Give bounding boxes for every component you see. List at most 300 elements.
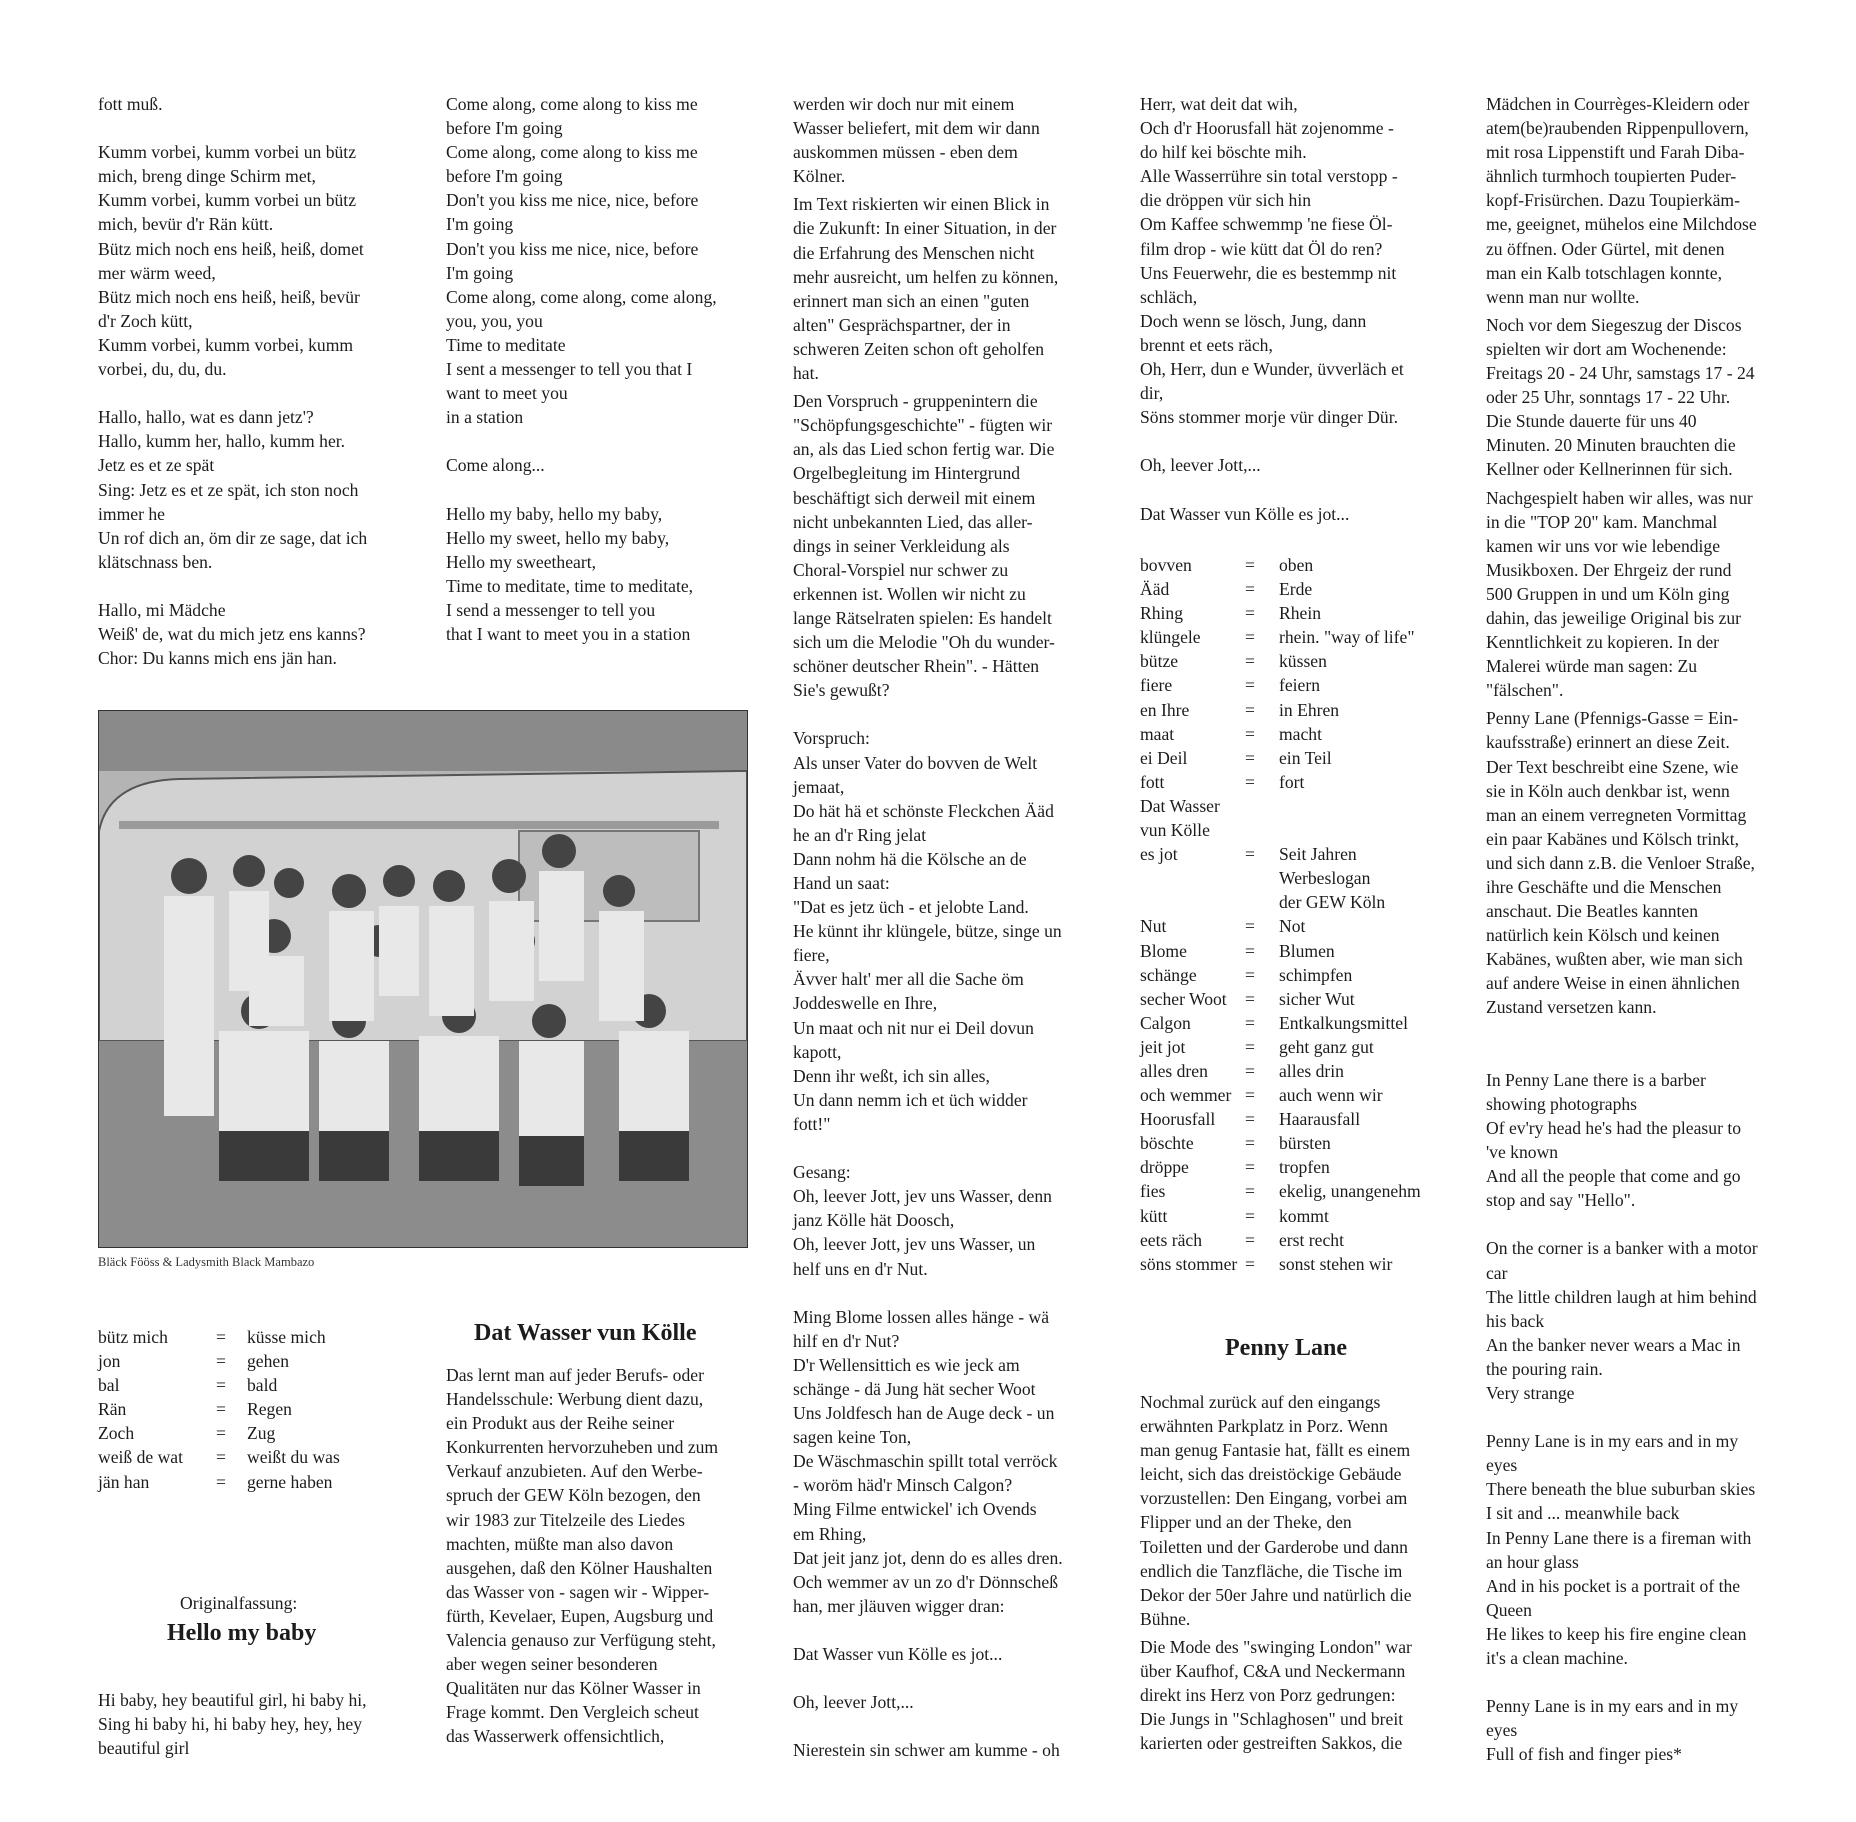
text-line: Ävver halt' mer all die Sache öm	[793, 969, 1024, 990]
text-line: before I'm going	[446, 118, 563, 139]
text-line: In Penny Lane there is a fireman with	[1486, 1527, 1752, 1548]
text-line: mich, breng dinge Schirm met,	[98, 166, 316, 187]
text-line: the pouring rain.	[1486, 1358, 1603, 1379]
text-line: Penny Lane (Pfennigs-Gasse = Ein-	[1486, 708, 1739, 729]
text-line: Freitags 20 - 24 Uhr, samstags 17 - 24	[1486, 363, 1755, 384]
glossary-eq: =	[216, 1375, 226, 1396]
text-line: man ein Kalb totschlagen konnte,	[1486, 262, 1722, 283]
glossary-term: jeit jot	[1140, 1036, 1186, 1057]
glossary-row	[1140, 987, 1421, 1011]
text-line: in die "TOP 20" kam. Manchmal	[1486, 511, 1718, 532]
text-line: want to meet you	[446, 383, 568, 404]
paragraph	[1140, 1390, 1480, 1631]
text-line: Om Kaffee schwemmp 'ne fiese Öl-	[1140, 214, 1393, 235]
glossary-meaning: alles drin	[1279, 1060, 1344, 1081]
glossary-meaning: sicher Wut	[1279, 988, 1355, 1009]
text-line: spruch der GEW Köln bezogen, den	[446, 1485, 701, 1506]
glossary-term: Zoch	[98, 1423, 135, 1444]
glossary-term: Nut	[1140, 916, 1167, 937]
lyrics-block	[793, 1305, 1133, 1618]
text-line: man an einem verregneten Vormittag	[1486, 804, 1747, 825]
text-line: oder 25 Uhr, sonntags 17 - 22 Uhr.	[1486, 387, 1731, 408]
glossary-term: böschte	[1140, 1133, 1194, 1154]
text-line: Hand un saat:	[793, 873, 890, 893]
glossary-eq: =	[216, 1447, 226, 1468]
glossary-meaning: geht ganz gut	[1279, 1036, 1374, 1057]
text-line: natürlich kein Kölsch und keinen	[1486, 925, 1720, 946]
glossary-term: weiß de wat	[98, 1447, 184, 1468]
paragraph	[1486, 486, 1836, 703]
text-line: fiere,	[793, 945, 830, 966]
glossary-eq: =	[216, 1423, 226, 1444]
text-line: Hallo, kumm her, hallo, kumm her.	[98, 431, 346, 452]
text-line: ausgehen, daß den Kölner Haushalten	[446, 1557, 713, 1578]
glossary-eq: =	[1245, 651, 1255, 672]
glossary-eq: =	[1245, 603, 1255, 624]
text-line: Kumm vorbei, kumm vorbei un bütz	[98, 190, 357, 211]
glossary-term: Blome	[1140, 940, 1187, 961]
text-line: Time to meditate	[446, 334, 566, 355]
text-line: Come along, come along, come along,	[446, 286, 717, 307]
glossary-row	[1140, 1011, 1421, 1035]
text-line: Handelsschule: Werbung dient dazu,	[446, 1389, 704, 1410]
text-line: spielten wir dort am Wochenende:	[1486, 338, 1727, 359]
text-line: do hilf kei böschte mih.	[1140, 142, 1307, 163]
glossary-meaning: erst recht	[1279, 1229, 1344, 1250]
text-line: atem(be)raubenden Rippenpullovern,	[1486, 118, 1749, 139]
wasser-title: Dat Wasser vun Kölle	[474, 1320, 697, 1346]
glossary-2	[1140, 553, 1421, 1276]
text-line: brennt et eets räch,	[1140, 334, 1273, 355]
text-line: Hallo, hallo, wat es dann jetz'?	[98, 407, 314, 428]
text-line: kapott,	[793, 1041, 842, 1062]
text-line: direkt ins Herz von Porz gedrungen:	[1140, 1685, 1396, 1706]
glossary-eq: =	[1245, 1205, 1255, 1226]
glossary-term: maat	[1140, 723, 1175, 744]
paragraph	[793, 192, 1133, 385]
glossary-meaning: Erde	[1279, 579, 1313, 600]
glossary-meaning: ekelig, unangenehm	[1279, 1181, 1421, 1202]
penny-lane-intro	[1140, 1390, 1480, 1755]
glossary-eq	[1245, 818, 1279, 842]
text-line: Och d'r Hoorusfall hät zojenomme -	[1140, 118, 1394, 139]
song-verse	[1486, 1694, 1836, 1766]
text-line: dahin, das jeweilige Original bis zur	[1486, 607, 1742, 628]
text-line: Uns Feuerwehr, die es bestemmp nit	[1140, 262, 1397, 283]
text-line: em Rhing,	[793, 1523, 867, 1544]
text-line: Sing hi baby hi, hi baby hey, hey, hey	[98, 1714, 363, 1735]
text-line: beautiful girl	[98, 1738, 190, 1759]
text-line: "fälschen".	[1486, 680, 1564, 701]
text-line: Oh, Herr, dun e Wunder, üvverläch et	[1140, 359, 1404, 380]
text-line: Die Jungs in "Schlaghosen" und breit	[1140, 1709, 1404, 1730]
glossary-term: schänge	[1140, 964, 1197, 985]
text-line: Uns Joldfesch han de Auge deck - un	[793, 1403, 1055, 1424]
text-line: He künnt ihr klüngele, bütze, singe un	[793, 921, 1062, 942]
text-line: man genug Fantasie hat, fällt es einem	[1140, 1440, 1411, 1461]
text-line: Musikboxen. Der Ehrgeiz der rund	[1486, 559, 1732, 580]
text-line: D'r Wellensittich es wie jeck am	[793, 1354, 1020, 1375]
text-line: Full of fish and finger pies*	[1486, 1744, 1682, 1765]
lyrics-block	[98, 405, 428, 574]
glossary-row	[1140, 963, 1421, 987]
text-line: Hello my baby, hello my baby,	[446, 503, 663, 524]
text-line: Dat jeit janz jot, denn do es alles dren.	[793, 1547, 1063, 1568]
text-line: und sich dann z.B. die Venloer Straße,	[1486, 852, 1755, 873]
glossary-term: bovven	[1140, 555, 1192, 575]
text-line: Penny Lane is in my ears and in my	[1486, 1431, 1739, 1452]
text-line: Hello my sweetheart,	[446, 551, 596, 572]
text-line: He likes to keep his fire engine clean	[1486, 1623, 1747, 1644]
text-line: Orgelbegleitung im Hintergrund	[793, 463, 1021, 484]
text-line: fürth, Kevelaer, Eupen, Augsburg und	[446, 1605, 714, 1626]
lyrics-block	[98, 92, 428, 116]
column-4	[1140, 92, 1480, 526]
glossary-meaning: Haarausfall	[1279, 1109, 1361, 1130]
glossary-term	[1140, 866, 1245, 890]
glossary-meaning: ein Teil	[1279, 747, 1332, 768]
text-line: Kumm vorbei, kumm vorbei, kumm	[98, 334, 354, 355]
glossary-term: bütz mich	[98, 1327, 168, 1347]
original-subtitle: Originalfassung:	[180, 1593, 298, 1613]
glossary-term: eets räch	[1140, 1229, 1203, 1250]
glossary-meaning: Werbeslogan	[1279, 868, 1371, 889]
glossary-meaning: tropfen	[1279, 1157, 1330, 1178]
glossary-term: Calgon	[1140, 1012, 1191, 1033]
text-line: an, als das Lied schon fertig war. Die	[793, 439, 1055, 460]
glossary-term: och wemmer	[1140, 1085, 1232, 1106]
text-line: "Schöpfungsgeschichte" - fügten wir	[793, 415, 1053, 436]
text-line: I sit and ... meanwhile back	[1486, 1503, 1680, 1524]
text-line: ein paar Kabänes und Kölsch trinkt,	[1486, 828, 1740, 849]
glossary-eq: =	[1245, 1060, 1255, 1081]
text-line: Bütz mich noch ens heiß, heiß, bevür	[98, 286, 360, 307]
glossary-term: es jot	[1140, 844, 1178, 865]
glossary-term: Hoorusfall	[1140, 1109, 1216, 1130]
lyrics-block	[446, 92, 776, 429]
glossary-row	[98, 1421, 340, 1445]
text-line: lange Rätselraten spielen: Es handelt	[793, 607, 1052, 628]
text-line: d'r Zoch kütt,	[98, 310, 193, 331]
text-line: hilf en d'r Nut?	[793, 1330, 900, 1351]
text-line: eyes	[1486, 1720, 1518, 1741]
text-line: Time to meditate, time to meditate,	[446, 575, 694, 596]
text-line: mit rosa Lippenstift und Farah Diba-	[1486, 142, 1745, 163]
refrain-line: Oh, leever Jott,...	[1140, 455, 1261, 476]
penny-lane-title: Penny Lane	[1225, 1335, 1348, 1361]
text-line: Och wemmer av un zo d'r Dönnscheß	[793, 1571, 1059, 1592]
glossary-term: fiere	[1140, 675, 1173, 696]
text-line: Noch vor dem Siegeszug der Discos	[1486, 314, 1742, 335]
text-line: On the corner is a banker with a motor	[1486, 1238, 1758, 1259]
text-line: his back	[1486, 1310, 1545, 1331]
text-line: erkennen ist. Wollen wir nicht zu	[793, 583, 1026, 604]
lyrics-line: Nierestein sin schwer am kumme - oh	[793, 1740, 1060, 1761]
glossary-row	[98, 1373, 340, 1397]
text-line: Verkauf anzubieten. Auf den Werbe-	[446, 1461, 703, 1482]
glossary-row	[1140, 1035, 1421, 1059]
glossary-term: bal	[98, 1375, 120, 1396]
column-1	[98, 92, 428, 670]
text-line: Doch wenn se lösch, Jung, dann	[1140, 310, 1367, 331]
text-line: das Wasser von - sagen wir - Wipper-	[446, 1581, 710, 1602]
text-line: that I want to meet you in a station	[446, 624, 691, 645]
glossary-row	[1140, 601, 1421, 625]
text-line: Qualitäten nur das Kölner Wasser in	[446, 1678, 701, 1699]
text-line: "Dat es jetz üch - et jelobte Land.	[793, 897, 1029, 918]
lyrics-block	[1140, 92, 1480, 429]
text-line: Do hät hä et schönste Fleckchen Ääd	[793, 800, 1054, 821]
glossary-term: söns stommer	[1140, 1253, 1238, 1274]
glossary-meaning: Entkalkungsmittel	[1279, 1012, 1409, 1033]
text-line: Die Stunde dauerte für uns 40	[1486, 411, 1697, 432]
text-line: Valencia genauso zur Verfügung steht,	[446, 1630, 716, 1651]
glossary-row	[1140, 1179, 1421, 1203]
text-line: Oh, leever Jott, jev uns Wasser, denn	[793, 1186, 1052, 1207]
text-line: auskommen müssen - eben dem	[793, 142, 1018, 163]
text-line: hat.	[793, 363, 819, 384]
gesang	[793, 1160, 1133, 1280]
glossary-meaning: fort	[1279, 771, 1305, 792]
text-line: Kumm vorbei, kumm vorbei un bütz	[98, 142, 357, 163]
text-line: I send a messenger to tell you	[446, 599, 656, 620]
text-line: karierten oder gestreiften Sakkos, die	[1140, 1733, 1403, 1754]
glossary-row	[1140, 842, 1421, 866]
glossary-term: alles dren	[1140, 1060, 1208, 1081]
text-line: machten, müßte man also davon	[446, 1533, 674, 1554]
glossary-eq: =	[1245, 1012, 1255, 1033]
text-line: Alle Wasserrühre sin total verstopp -	[1140, 166, 1398, 187]
text-line: Hello my sweet, hello my baby,	[446, 527, 670, 548]
glossary-eq	[1245, 866, 1279, 890]
glossary-row	[98, 1349, 340, 1373]
text-line: Chor: Du kanns mich ens jän han.	[98, 648, 337, 669]
glossary-meaning: bald	[247, 1375, 278, 1396]
text-line: in a station	[446, 407, 524, 428]
glossary-term: fies	[1140, 1181, 1166, 1202]
text-line: Sie's gewußt?	[793, 680, 890, 701]
text-line: And all the people that come and go	[1486, 1166, 1741, 1187]
glossary-term: Dat Wasser	[1140, 795, 1220, 816]
text-line: kamen wir uns vor wie lebendige	[1486, 535, 1721, 556]
text-line: Choral-Vorspiel nur schwer zu	[793, 559, 1009, 580]
glossary-row	[1140, 625, 1421, 649]
text-line: kopf-Frisürchen. Dazu Toupierkäm-	[1486, 190, 1740, 211]
paragraph	[1140, 1635, 1480, 1755]
glossary-eq: =	[1245, 964, 1255, 985]
glossary-eq: =	[1245, 1109, 1255, 1130]
text-line: Kölner.	[793, 166, 846, 187]
text-line: Penny Lane is in my ears and in my	[1486, 1696, 1739, 1717]
text-line: zu öffnen. Oder Gürtel, mit denen	[1486, 238, 1725, 259]
glossary-row	[1140, 1083, 1421, 1107]
text-line: Toiletten und der Garderobe und dann	[1140, 1536, 1408, 1557]
text-line: wir 1983 zur Titelzeile des Liedes	[446, 1509, 685, 1530]
glossary-eq: =	[216, 1327, 226, 1347]
text-line: werden wir doch nur mit einem	[793, 94, 1015, 114]
text-line: it's a clean machine.	[1486, 1648, 1628, 1668]
text-line: Come along, come along to kiss me	[446, 94, 698, 114]
glossary-meaning: auch wenn wir	[1279, 1085, 1383, 1106]
glossary-eq: =	[1245, 627, 1255, 648]
text-line: han, mer jläuven wigger dran:	[793, 1595, 1005, 1616]
glossary-meaning: in Ehren	[1279, 699, 1340, 720]
glossary-row	[1140, 577, 1421, 601]
text-line: erinnert man sich an einen "guten	[793, 290, 1030, 311]
glossary-eq: =	[1245, 1229, 1255, 1250]
glossary-row	[1140, 673, 1421, 697]
glossary-eq: =	[1245, 940, 1255, 961]
text-line: an hour glass	[1486, 1551, 1579, 1572]
glossary-eq: =	[216, 1471, 226, 1492]
text-line: mich, bevür d'r Rän kütt.	[98, 214, 274, 235]
text-line: Der Text beschreibt eine Szene, wie	[1486, 756, 1739, 777]
text-line: Jetz es et ze spät	[98, 455, 215, 476]
text-line: showing photographs	[1486, 1093, 1638, 1114]
text-line: Gesang:	[793, 1162, 851, 1183]
text-line: fott muß.	[98, 94, 163, 114]
song-verse	[1486, 1236, 1836, 1405]
text-line: Dann nohm hä die Kölsche an de	[793, 848, 1027, 869]
glossary-meaning: gerne haben	[247, 1471, 333, 1492]
text-line: erwähnten Parkplatz in Porz. Wenn	[1140, 1416, 1388, 1437]
text-line: Wasser beliefert, mit dem wir dann	[793, 118, 1040, 139]
text-line: There beneath the blue suburban skies	[1486, 1479, 1756, 1500]
text-line: you, you, you	[446, 310, 543, 331]
text-line: Nachgespielt haben wir alles, was nur	[1486, 487, 1753, 508]
text-line: Kenntlichkeit zu kopieren. In der	[1486, 632, 1720, 653]
glossary-eq: =	[1245, 1133, 1255, 1154]
glossary-term: jon	[98, 1351, 121, 1372]
text-line: Als unser Vater do bovven de Welt	[793, 752, 1038, 773]
glossary-eq: =	[216, 1399, 226, 1420]
glossary-row	[98, 1445, 340, 1469]
glossary-row	[98, 1325, 340, 1349]
glossary-row	[1140, 553, 1421, 577]
glossary-meaning: der GEW Köln	[1279, 892, 1386, 913]
text-line: car	[1486, 1262, 1508, 1283]
text-line: Bühne.	[1140, 1608, 1191, 1629]
vorspruch	[793, 726, 1133, 1136]
text-line: aber wegen seiner besonderen	[446, 1654, 658, 1675]
glossary-eq: =	[1245, 916, 1255, 937]
text-line: jemaat,	[793, 776, 845, 797]
paragraph	[1486, 92, 1836, 309]
text-line: fott!"	[793, 1113, 831, 1134]
text-line: sich um die Melodie "Oh du wunder-	[793, 632, 1055, 653]
text-line: Im Text riskierten wir einen Blick in	[793, 194, 1050, 215]
paragraph	[793, 389, 1133, 702]
text-line: Nochmal zurück auf den eingangs	[1140, 1392, 1381, 1412]
lyrics-block	[446, 453, 776, 477]
glossary-term: ei Deil	[1140, 747, 1188, 768]
glossary-row	[1140, 914, 1421, 938]
paragraph	[793, 92, 1133, 188]
text-line: Come along, come along to kiss me	[446, 142, 698, 163]
text-line: Come along...	[446, 455, 545, 476]
glossary-row	[1140, 1228, 1421, 1252]
text-line: 500 Gruppen in und um Köln ging	[1486, 583, 1730, 604]
glossary-eq: =	[1245, 579, 1255, 600]
glossary-eq: =	[1245, 555, 1255, 575]
glossary-meaning: weißt du was	[247, 1447, 340, 1468]
glossary-eq: =	[1245, 675, 1255, 696]
text-line: die Zukunft: In einer Situation, in der	[793, 218, 1057, 239]
glossary-term: bütze	[1140, 651, 1179, 672]
glossary-eq: =	[1245, 1036, 1255, 1057]
text-line: ihre Geschäfte und die Menschen	[1486, 877, 1722, 897]
text-line: - woröm häd'r Minsch Calgon?	[793, 1475, 1013, 1496]
refrain-line: Oh, leever Jott,...	[793, 1692, 914, 1713]
glossary-row	[1140, 1204, 1421, 1228]
glossary-meaning: Seit Jahren	[1279, 844, 1357, 865]
paragraph	[1486, 313, 1836, 482]
text-line: Herr, wat deit dat wih,	[1140, 94, 1298, 114]
original-lyrics	[98, 1688, 428, 1760]
original-title: Hello my baby	[167, 1620, 317, 1646]
glossary-eq: =	[1245, 723, 1255, 744]
glossary-meaning: gehen	[247, 1351, 290, 1372]
text-line: In Penny Lane there is a barber	[1486, 1069, 1706, 1090]
refrain-line: Dat Wasser vun Kölle es jot...	[793, 1644, 1003, 1664]
text-line: Un dann nemm ich et üch widder	[793, 1089, 1028, 1110]
text-line: Un maat och nit nur ei Deil dovun	[793, 1017, 1034, 1038]
glossary-row	[1140, 649, 1421, 673]
glossary-eq: =	[1245, 988, 1255, 1009]
lyrics-block	[98, 140, 428, 381]
text-line: das Wasserwerk offensichtlich,	[446, 1726, 665, 1747]
text-line: Den Vorspruch - gruppenintern die	[793, 391, 1038, 412]
text-line: auf andere Weise in einen ähnlichen	[1486, 973, 1740, 994]
text-line: Weiß' de, wat du mich jetz ens kanns?	[98, 624, 366, 645]
text-line: Vorspruch:	[793, 728, 870, 749]
glossary-row	[1140, 794, 1421, 818]
text-line: Queen	[1486, 1599, 1532, 1620]
glossary-meaning: macht	[1279, 723, 1322, 744]
glossary-eq: =	[1245, 1085, 1255, 1106]
text-line: Denn ihr weßt, ich sin alles,	[793, 1065, 990, 1086]
glossary-row	[1140, 1107, 1421, 1131]
glossary-row	[1140, 939, 1421, 963]
glossary-term: jän han	[98, 1471, 150, 1492]
text-line: mehr ausreicht, um helfen zu können,	[793, 266, 1059, 287]
text-line: die Erfahrung des Menschen nicht	[793, 242, 1035, 263]
text-line: sie in Köln auch denkbar ist, wenn	[1486, 780, 1730, 801]
text-line: before I'm going	[446, 166, 563, 187]
refrain-line: Dat Wasser vun Kölle es jot...	[1140, 503, 1350, 524]
text-line: Dekor der 50er Jahre und natürlich die	[1140, 1584, 1412, 1605]
wasser-intro	[446, 1363, 776, 1749]
glossary-meaning: Rhein	[1279, 603, 1322, 624]
glossary-meaning: Regen	[247, 1399, 292, 1420]
text-line: Konkurrenten hervorzuheben und zum	[446, 1437, 719, 1458]
glossary-eq	[1245, 794, 1279, 818]
text-line: Das lernt man auf jeder Berufs- oder	[446, 1365, 704, 1385]
text-line: Kabänes, wußten aber, wie man sich	[1486, 949, 1743, 970]
text-line: Oh, leever Jott, jev uns Wasser, un	[793, 1234, 1036, 1255]
glossary-term: vun Kölle	[1140, 820, 1210, 841]
glossary-term: dröppe	[1140, 1157, 1189, 1178]
text-line: kaufsstraße) erinnert an diese Zeit.	[1486, 732, 1730, 753]
glossary-row	[1140, 818, 1421, 842]
text-line: ein Produkt aus der Reihe seiner	[446, 1413, 675, 1434]
text-line: he an d'r Ring jelat	[793, 824, 927, 845]
glossary-term: kütt	[1140, 1205, 1168, 1226]
glossary-term: secher Woot	[1140, 988, 1227, 1009]
glossary-row	[1140, 770, 1421, 794]
text-line: helf uns en d'r Nut.	[793, 1258, 928, 1279]
glossary-eq: =	[1245, 1253, 1255, 1274]
